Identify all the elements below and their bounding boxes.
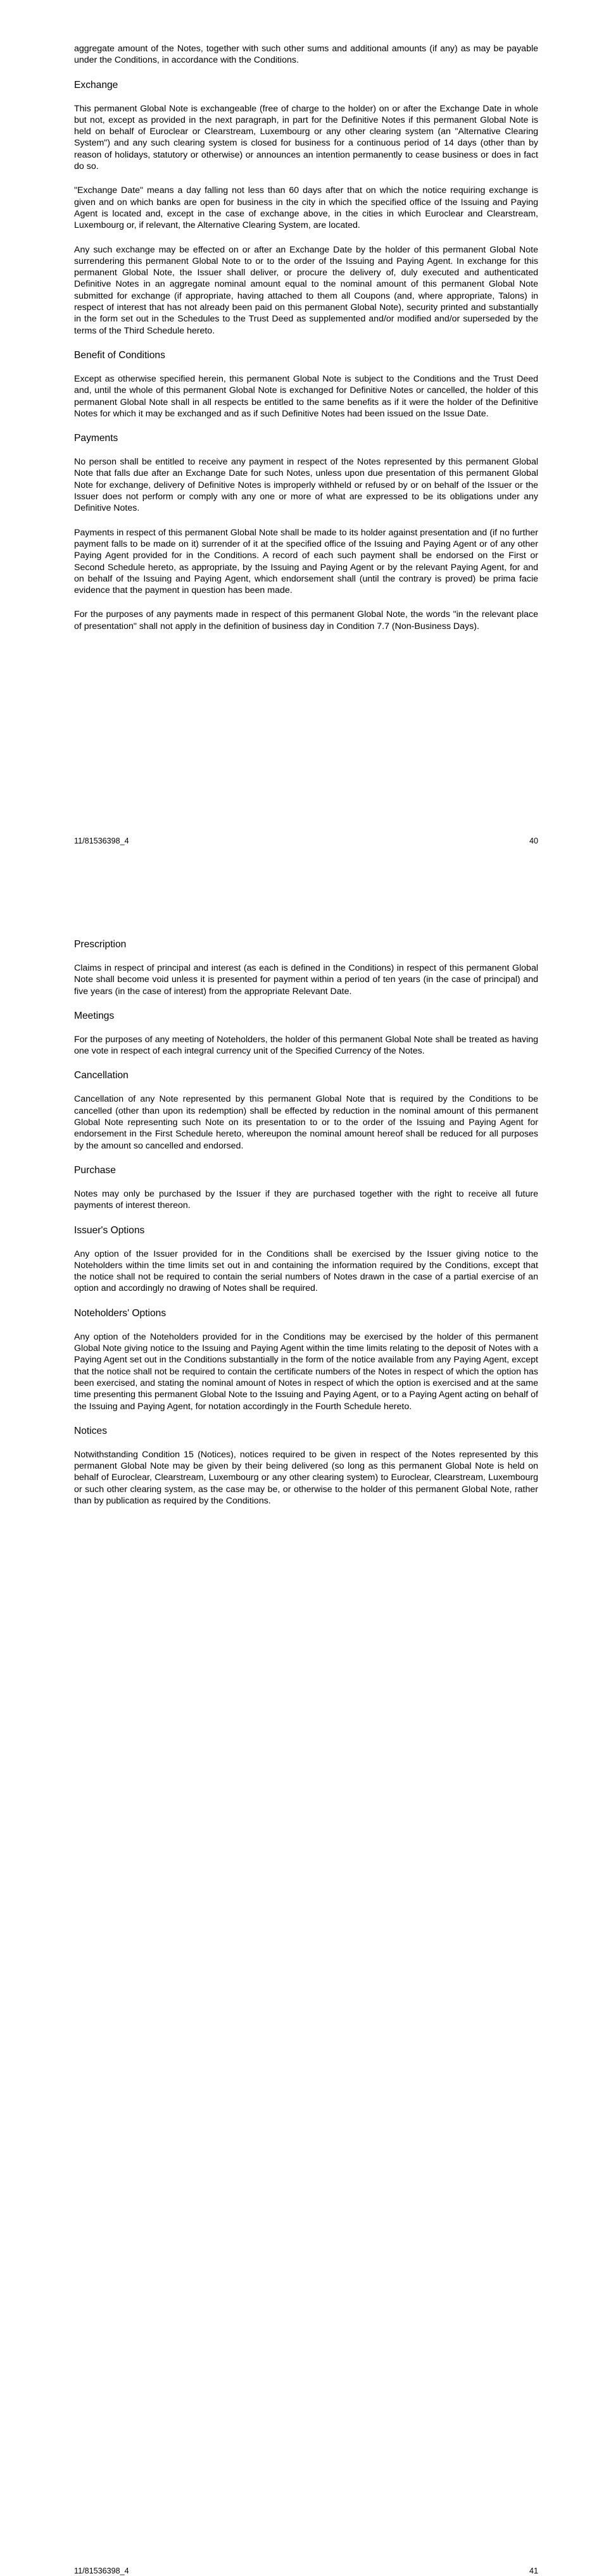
paragraph-purchase: Notes may only be purchased by the Issuer if they are purchased together with the right to receive all future payments of interest thereon. (74, 1188, 538, 1211)
section-heading-exchange: Exchange (74, 79, 118, 90)
section-heading-issuers-options: Issuer's Options (74, 1224, 145, 1236)
paragraph-noteholders-options: Any option of the Noteholders provided for in the Conditions may be exercised by the holder of this permanent Global Note giving notice to the Issuing and Paying Agent within the time limits relating to the deposit of Notes with a Paying Agent set out in the Conditions substantially in the form of the notice available from any Paying Agent, except that the notice shall not be required to contain the certificate numbers of the Notes in respect of which the option has been exercised, and stating the nominal amount of Notes in respect of which the option is exercised and at the same time presenting this permanent Global Note to the Issuing and Paying Agent, or to a Paying Agent acting on behalf of the Issuing and Paying Agent, for notation accordingly in the Fourth Schedule hereto. (74, 1331, 538, 1412)
document-page-40 (0, 0, 611, 864)
page-number: 40 (529, 837, 538, 845)
paragraph-exchangeable: This permanent Global Note is exchangeable (free of charge to the holder) on or after the Exchange Date in whole but not, except as provided in the next paragraph, in part for the Definitive Notes if this permanent Global Note is held on behalf of Euroclear or Clearstream, Luxembourg or any other clearing system (an "Alternative Clearing System") and any such clearing system is closed for business for a continuous period of 14 days (other than by reason of holidays, statutory or otherwise) or announces an intention permanently to cease business or does in fact do so. (74, 103, 538, 172)
page-body (74, 43, 538, 645)
paragraph-aggregate-amount: aggregate amount of the Notes, together with such other sums and additional amounts (if any) as may be payable under the Conditions, in accordance with the Conditions. (74, 44, 538, 66)
paragraph-prescription: Claims in respect of principal and interest (as each is defined in the Conditions) in respect of this permanent Global Note shall become void unless it is presented for payment within a period of ten years (in the case of principal) and five years (in the case of interest) from the appropriate Relevant Date. (74, 963, 538, 997)
section-heading-payments: Payments (74, 433, 118, 444)
paragraph-notices: Notwithstanding Condition 15 (Notices), notices required to be given in respect of the Notes represented by this permanent Global Note may be given by their being delivered (so long as this permanent Global Note is held on behalf of Euroclear, Clearstream, Luxembourg or any other clearing system) to Euroclear, Clearstream, Luxembourg or such other clearing system, as the case may be, or otherwise to the holder of this permanent Global Note, rather than by publication as required by the Conditions. (74, 1449, 538, 1507)
section-heading-benefit-of-conditions: Benefit of Conditions (74, 349, 165, 361)
section-heading-cancellation: Cancellation (74, 1070, 129, 1081)
section-heading-notices: Notices (74, 1425, 107, 1436)
paragraph-cancellation: Cancellation of any Note represented by this permanent Global Note that is required by the Conditions to be cancelled (other than upon its redemption) shall be effected by reduction in the nominal amount of this permanent Global Note representing such Note on its presentation to or to the order of the Issuing and Paying Agent for endorsement in the First Schedule hereto, whereupon the nominal amount hereof shall be reduced for all purposes by the amount so cancelled and endorsed. (74, 1094, 538, 1151)
paragraph-exchange-date-definition: "Exchange Date" means a day falling not less than 60 days after that on which the notice requiring exchange is given and on which banks are open for business in the city in which the specified office of the Issuing and Paying Agent is located and, except in the case of exchange above, in the cities in which Euroclear and Clearstream, Luxembourg or, if relevant, the Alternative Clearing System, are located. (74, 185, 538, 231)
document-reference: 11/81536398_4 (74, 837, 129, 845)
paragraph-exchange-effected: Any such exchange may be effected on or after an Exchange Date by the holder of this permanent Global Note surrendering this permanent Global Note to or to the order of the Issuing and Paying Agent. In exchange for this permanent Global Note, the Issuer shall deliver, or procure the delivery of, duly executed and authenticated Definitive Notes in an aggregate nominal amount equal to the nominal amount of this permanent Global Note submitted for exchange (if appropriate, having attached to them all Coupons (and, where appropriate, Talons) in respect of interest that has not already been paid on this permanent Global Note), security printed and substantially in the form set out in the Schedules to the Trust Deed as supplemented and/or modified and/or superseded by the terms of the Third Schedule hereto. (74, 244, 538, 336)
page-body (74, 938, 538, 1519)
section-heading-prescription: Prescription (74, 939, 127, 950)
paragraph-no-person-entitled: No person shall be entitled to receive any payment in respect of the Notes represented by this permanent Global Note that falls due after an Exchange Date for such Notes, unless upon due presentation of this permanent Global Note for exchange, delivery of Definitive Notes is improperly withheld or refused by or on behalf of the Issuer or the Issuer does not perform or comply with any one or more of what are expressed to be its obligations under any Definitive Notes. (74, 457, 538, 514)
paragraph-benefit-of-conditions: Except as otherwise specified herein, this permanent Global Note is subject to the Conditions and the Trust Deed and, until the whole of this permanent Global Note is exchanged for Definitive Notes or cancelled, the holder of this permanent Global Note shall in all respects be entitled to the same benefits as if it were the holder of the Definitive Notes for which it may be exchanged and as if such Definitive Notes had been issued on the Issue Date. (74, 373, 538, 419)
paragraph-issuers-options: Any option of the Issuer provided for in the Conditions shall be exercised by the Issuer giving notice to the Noteholders within the time limits set out in and containing the information required by the Conditions, except that the notice shall not be required to contain the serial numbers of Notes drawn in the case of a partial exercise of an option and accordingly no drawing of Notes shall be required. (74, 1248, 538, 1294)
paragraph-payments-made: Payments in respect of this permanent Global Note shall be made to its holder against presentation and (if no further payment falls to be made on it) surrender of it at the specified office of the Issuing and Paying Agent or of any other Paying Agent provided for in the Conditions. A record of each such payment shall be endorsed on the First or Second Schedule hereto, as appropriate, by the Issuing and Paying Agent or by the relevant Paying Agent, for and on behalf of the Issuing and Paying Agent, which endorsement shall (until the contrary is proved) be prima facie evidence that the payment in question has been made. (74, 527, 538, 596)
section-heading-meetings: Meetings (74, 1010, 115, 1021)
section-heading-purchase: Purchase (74, 1164, 116, 1176)
paragraph-place-of-presentation: For the purposes of any payments made in respect of this permanent Global Note, the words "in the relevant place of presentation" shall not apply in the definition of business day in Condition 7.7 (Non-Business Days). (74, 609, 538, 632)
paragraph-meetings: For the purposes of any meeting of Noteholders, the holder of this permanent Global Note shall be treated as having one vote in respect of each integral currency unit of the Specified Currency of the Notes. (74, 1034, 538, 1057)
document-reference: 11/81536398_4 (74, 2567, 129, 2575)
page-number: 41 (529, 2567, 538, 2575)
document-page-41 (0, 864, 611, 2575)
section-heading-noteholders-options: Noteholders' Options (74, 1307, 167, 1319)
